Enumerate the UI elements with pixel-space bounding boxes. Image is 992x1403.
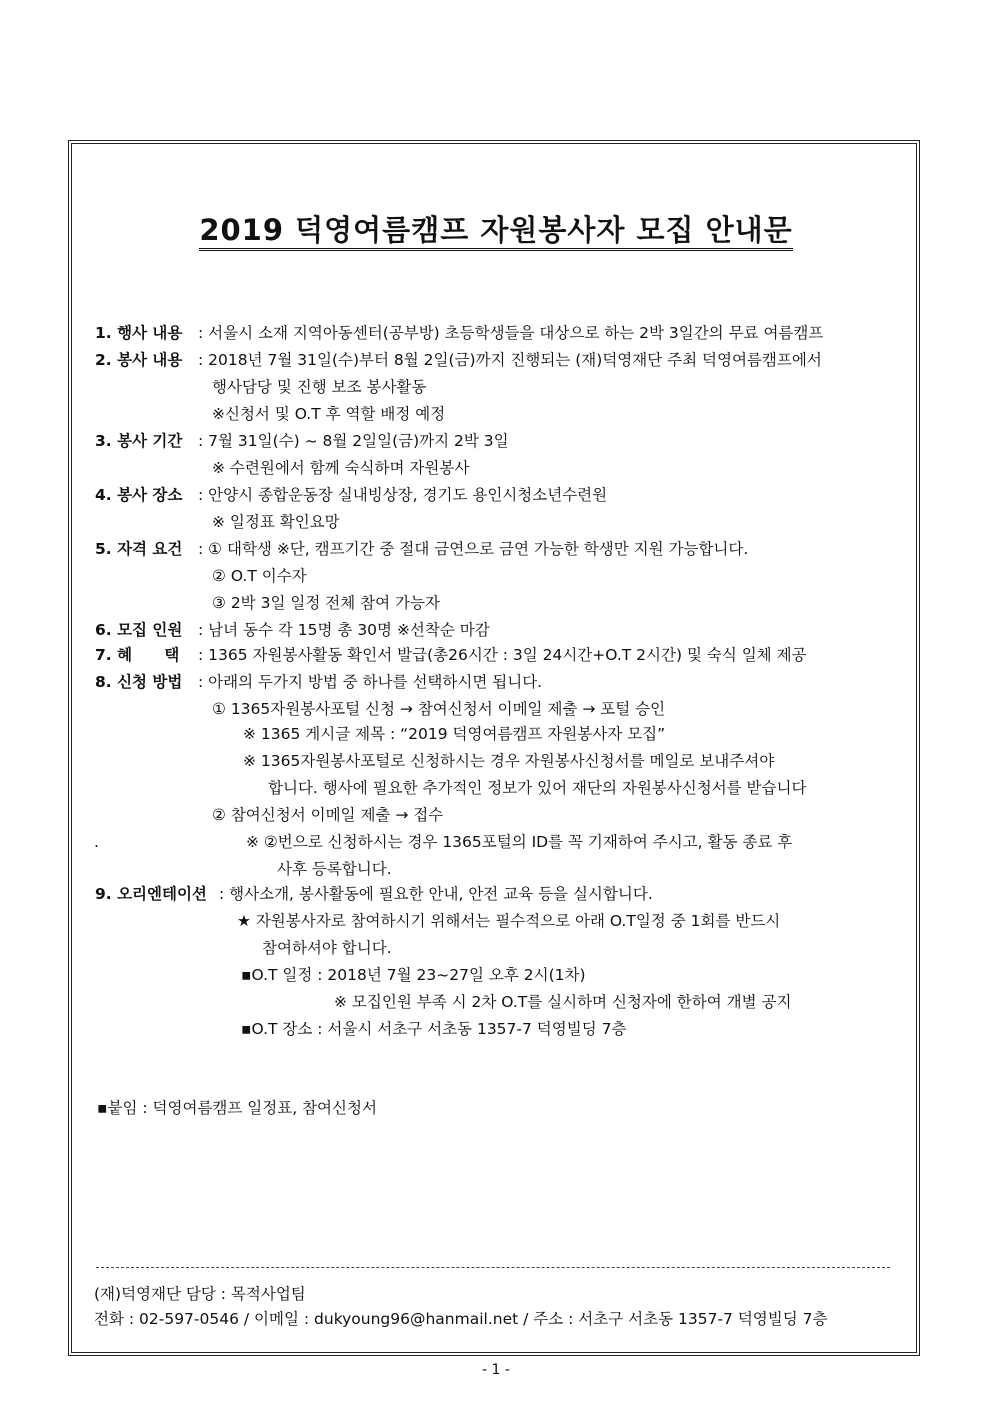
section-8-line-8: 사후 등록합니다.: [277, 860, 392, 878]
section-8-line-7: ※ ②번으로 신청하시는 경우 1365포털의 ID를 꼭 기재하여 주시고, 활동 종료 후: [246, 833, 793, 851]
section-8-line-4: ※ 1365자원봉사포털로 신청하시는 경우 자원봉사신청서를 메일로 보내주셔야: [243, 752, 775, 770]
section-8-text: : 아래의 두가지 방법 중 하나를 선택하시면 됩니다.: [198, 673, 543, 691]
section-3-label: 3. 봉사 기간: [95, 432, 183, 450]
section-9-line-5: ※ 모집인원 부족 시 2차 O.T를 실시하며 신청자에 한하여 개별 공지: [334, 993, 792, 1011]
section-1-text: : 서울시 소재 지역아동센터(공부방) 초등학생들을 대상으로 하는 2박 3일간의 무료 여름캠프: [198, 324, 824, 342]
section-2-line-2: 행사담당 및 진행 보조 봉사활동: [212, 378, 427, 396]
section-9-line-3: 참여하셔야 합니다.: [262, 939, 392, 957]
section-9-label: 9. 오리엔테이션: [95, 885, 207, 903]
attachment-note: ▪붙임 : 덕영여름캠프 일정표, 참여신청서: [97, 1099, 377, 1117]
section-8-line-2: ① 1365자원봉사포털 신청 → 참여신청서 이메일 제출 → 포털 승인: [212, 700, 666, 718]
section-8-label: 8. 신청 방법: [95, 673, 183, 691]
section-5-line-2: ② O.T 이수자: [212, 567, 307, 585]
section-4-label: 4. 봉사 장소: [95, 486, 183, 504]
section-4-line-2: ※ 일정표 확인요망: [212, 513, 340, 531]
section-7-text: : 1365 자원봉사활동 확인서 발급(총26시간 : 3일 24시간+O.T 2시간) 및 숙식 일체 제공: [198, 646, 807, 664]
section-2-label: 2. 봉사 내용: [95, 351, 183, 369]
section-1-label: 1. 행사 내용: [95, 324, 183, 342]
section-9-line-2: ★ 자원봉사자로 참여하시기 위해서는 필수적으로 아래 O.T일정 중 1회를 반드시: [237, 912, 781, 930]
section-9-line-6: ▪O.T 장소 : 서울시 서초구 서초동 1357-7 덕영빌딩 7층: [241, 1020, 627, 1038]
footer-contact: 전화 : 02-597-0546 / 이메일 : dukyoung96@hanmail.net / 주소 : 서초구 서초동 1357-7 덕영빌딩 7층: [94, 1310, 828, 1328]
section-4-text: : 안양시 종합운동장 실내빙상장, 경기도 용인시청소년수련원: [198, 486, 608, 504]
stray-dot: .: [94, 833, 99, 851]
document-title: 2019 덕영여름캠프 자원봉사자 모집 안내문: [0, 208, 992, 249]
section-5-text: : ① 대학생 ※단, 캠프기간 중 절대 금연으로 금연 가능한 학생만 지원 가능합니다.: [198, 540, 749, 558]
section-2-text: : 2018년 7월 31일(수)부터 8월 2일(금)까지 진행되는 (재)덕영재단 주최 덕영여름캠프에서: [198, 351, 822, 369]
page-number: - 1 -: [482, 1362, 510, 1378]
section-5-label: 5. 자격 요건: [95, 540, 183, 558]
section-9-text: : 행사소개, 봉사활동에 필요한 안내, 안전 교육 등을 실시합니다.: [219, 885, 653, 903]
section-2-line-3: ※신청서 및 O.T 후 역할 배정 예정: [212, 405, 446, 423]
section-6-label: 6. 모집 인원: [95, 621, 183, 639]
section-8-line-3: ※ 1365 게시글 제목 : “2019 덕영여름캠프 자원봉사자 모집”: [243, 725, 666, 743]
section-9-line-4: ▪O.T 일정 : 2018년 7월 23~27일 오후 2시(1차): [241, 966, 586, 984]
section-3-text: : 7월 31일(수) ~ 8월 2일일(금)까지 2박 3일: [198, 432, 509, 450]
section-8-line-6: ② 참여신청서 이메일 제출 → 접수: [212, 806, 444, 824]
section-3-line-2: ※ 수련원에서 함께 숙식하며 자원봉사: [212, 459, 470, 477]
section-8-line-5: 합니다. 행사에 필요한 추가적인 정보가 있어 재단의 자원봉사신청서를 받습니다: [268, 779, 807, 797]
section-7-label: 7. 혜 택: [95, 646, 180, 664]
section-6-text: : 남녀 동수 각 15명 총 30명 ※선착순 마감: [198, 621, 490, 639]
section-5-line-3: ③ 2박 3일 일정 전체 참여 가능자: [212, 594, 440, 612]
footer-divider: [96, 1267, 890, 1268]
footer-org: (재)덕영재단 담당 : 목적사업팀: [94, 1285, 306, 1303]
